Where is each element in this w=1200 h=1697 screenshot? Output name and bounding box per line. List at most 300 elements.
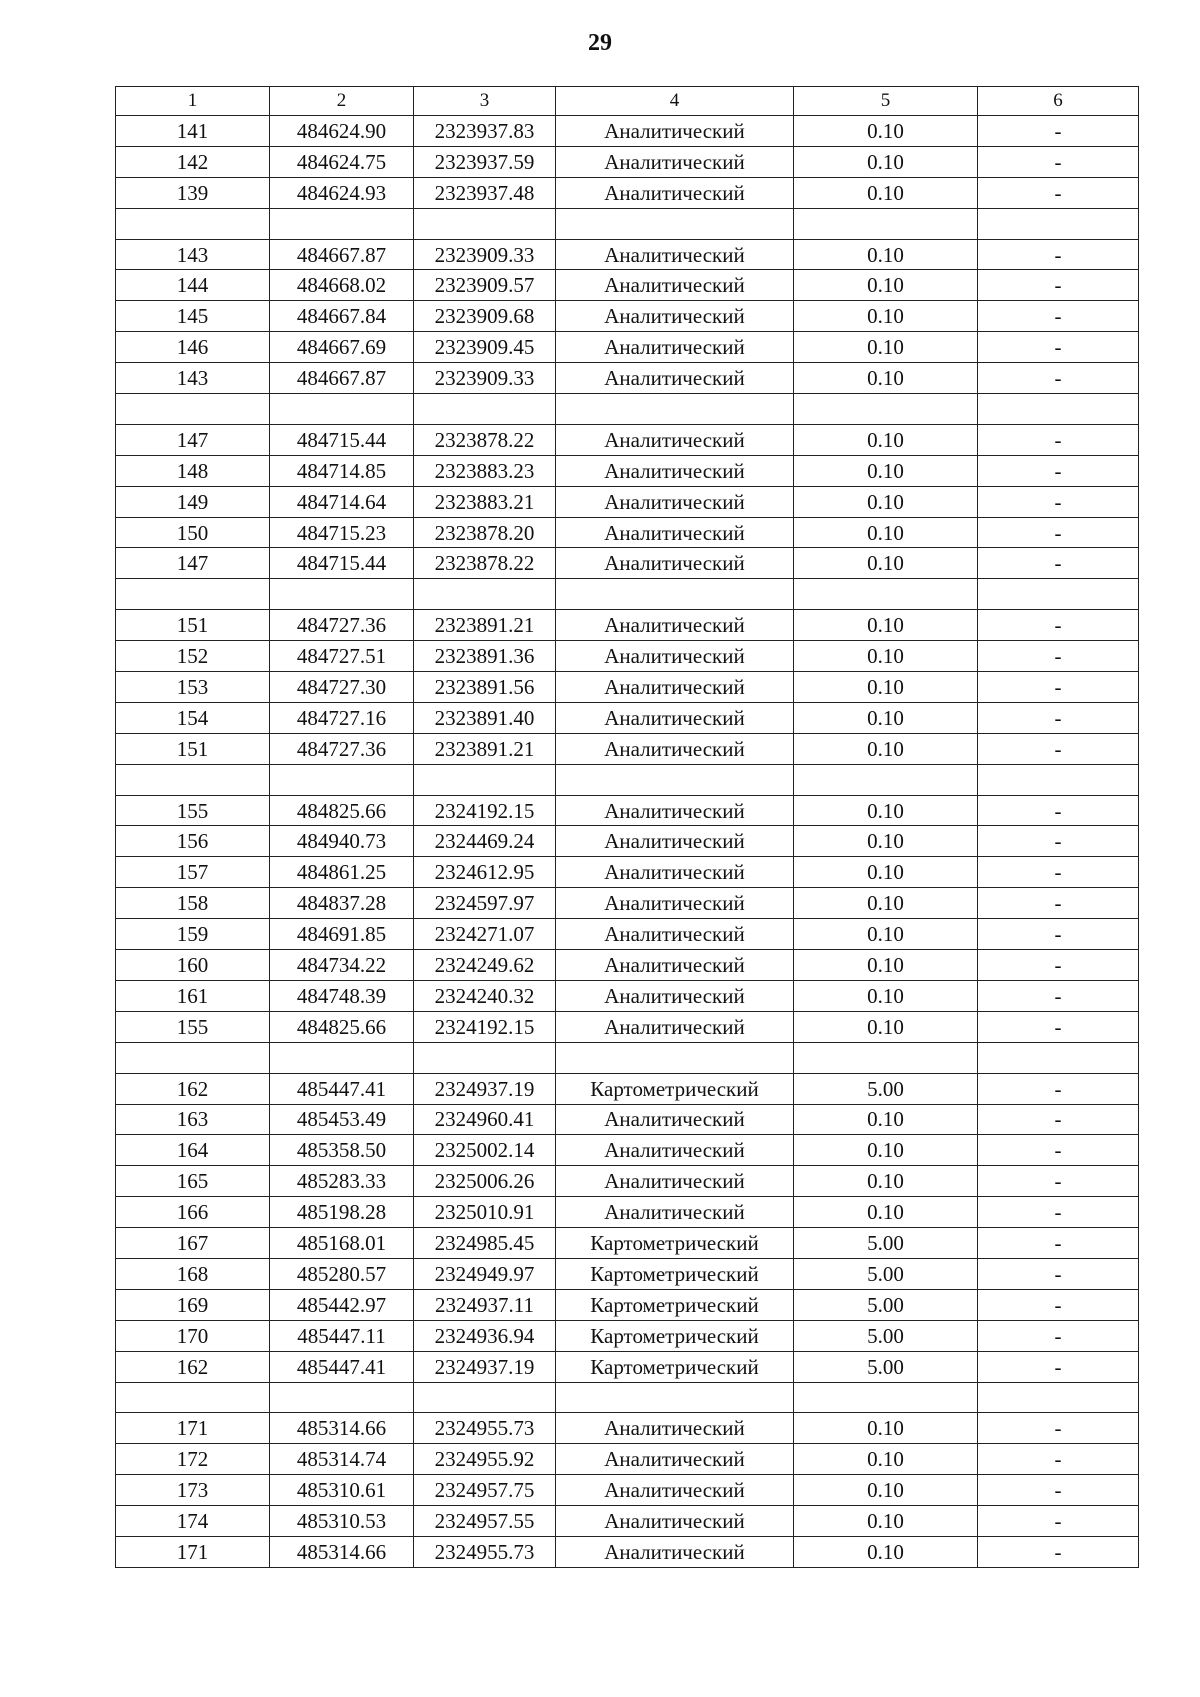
method-cell: Аналитический bbox=[556, 116, 794, 147]
y-coordinate-cell: 2324271.07 bbox=[414, 919, 556, 950]
point-number-cell: 149 bbox=[116, 486, 270, 517]
x-coordinate-cell bbox=[270, 764, 414, 795]
x-coordinate-cell: 484714.85 bbox=[270, 455, 414, 486]
x-coordinate-cell: 485280.57 bbox=[270, 1258, 414, 1289]
accuracy-cell: 0.10 bbox=[794, 919, 978, 950]
accuracy-cell: 0.10 bbox=[794, 1444, 978, 1475]
point-number-cell: 152 bbox=[116, 641, 270, 672]
method-cell: Аналитический bbox=[556, 270, 794, 301]
y-coordinate-cell bbox=[414, 1042, 556, 1073]
point-number-cell: 155 bbox=[116, 1011, 270, 1042]
method-cell: Аналитический bbox=[556, 826, 794, 857]
note-cell: - bbox=[978, 239, 1139, 270]
method-cell: Аналитический bbox=[556, 1444, 794, 1475]
note-cell: - bbox=[978, 1011, 1139, 1042]
accuracy-cell: 0.10 bbox=[794, 610, 978, 641]
method-cell: Аналитический bbox=[556, 146, 794, 177]
accuracy-cell: 0.10 bbox=[794, 424, 978, 455]
y-coordinate-cell: 2324612.95 bbox=[414, 857, 556, 888]
note-cell: - bbox=[978, 1197, 1139, 1228]
point-number-cell: 155 bbox=[116, 795, 270, 826]
point-number-cell: 139 bbox=[116, 177, 270, 208]
point-number-cell: 163 bbox=[116, 1104, 270, 1135]
method-cell: Аналитический bbox=[556, 733, 794, 764]
x-coordinate-cell: 484667.87 bbox=[270, 363, 414, 394]
table-row bbox=[116, 1258, 1139, 1289]
accuracy-cell: 0.10 bbox=[794, 486, 978, 517]
method-cell: Картометрический bbox=[556, 1073, 794, 1104]
accuracy-cell: 0.10 bbox=[794, 733, 978, 764]
method-cell: Аналитический bbox=[556, 239, 794, 270]
table-row bbox=[116, 1104, 1139, 1135]
accuracy-cell bbox=[794, 1042, 978, 1073]
method-cell bbox=[556, 208, 794, 239]
note-cell: - bbox=[978, 1135, 1139, 1166]
x-coordinate-cell: 485168.01 bbox=[270, 1228, 414, 1259]
x-coordinate-cell: 485310.53 bbox=[270, 1506, 414, 1537]
table-row bbox=[116, 733, 1139, 764]
y-coordinate-cell: 2323909.57 bbox=[414, 270, 556, 301]
table-row bbox=[116, 363, 1139, 394]
point-number-cell: 172 bbox=[116, 1444, 270, 1475]
method-cell: Аналитический bbox=[556, 919, 794, 950]
y-coordinate-cell: 2325010.91 bbox=[414, 1197, 556, 1228]
point-number-cell: 154 bbox=[116, 702, 270, 733]
x-coordinate-cell bbox=[270, 1042, 414, 1073]
x-coordinate-cell: 484624.90 bbox=[270, 116, 414, 147]
point-number-cell: 144 bbox=[116, 270, 270, 301]
x-coordinate-cell: 484825.66 bbox=[270, 795, 414, 826]
point-number-cell: 174 bbox=[116, 1506, 270, 1537]
note-cell: - bbox=[978, 486, 1139, 517]
point-number-cell: 142 bbox=[116, 146, 270, 177]
x-coordinate-cell: 484825.66 bbox=[270, 1011, 414, 1042]
y-coordinate-cell: 2324469.24 bbox=[414, 826, 556, 857]
method-cell: Картометрический bbox=[556, 1351, 794, 1382]
method-cell: Аналитический bbox=[556, 177, 794, 208]
accuracy-cell: 0.10 bbox=[794, 270, 978, 301]
y-coordinate-cell: 2324949.97 bbox=[414, 1258, 556, 1289]
point-number-cell: 164 bbox=[116, 1135, 270, 1166]
note-cell: - bbox=[978, 950, 1139, 981]
method-cell: Аналитический bbox=[556, 1506, 794, 1537]
note-cell: - bbox=[978, 517, 1139, 548]
note-cell bbox=[978, 1382, 1139, 1413]
method-cell: Аналитический bbox=[556, 332, 794, 363]
note-cell: - bbox=[978, 795, 1139, 826]
note-cell: - bbox=[978, 1228, 1139, 1259]
page-number: 29 bbox=[588, 30, 612, 56]
method-cell bbox=[556, 579, 794, 610]
note-cell: - bbox=[978, 1506, 1139, 1537]
note-cell: - bbox=[978, 826, 1139, 857]
note-cell: - bbox=[978, 980, 1139, 1011]
note-cell: - bbox=[978, 116, 1139, 147]
point-number-cell: 173 bbox=[116, 1475, 270, 1506]
method-cell: Аналитический bbox=[556, 1536, 794, 1567]
table-row bbox=[116, 950, 1139, 981]
accuracy-cell: 0.10 bbox=[794, 363, 978, 394]
point-number-cell: 156 bbox=[116, 826, 270, 857]
method-cell: Аналитический bbox=[556, 950, 794, 981]
table-row bbox=[116, 332, 1139, 363]
method-cell: Аналитический bbox=[556, 517, 794, 548]
y-coordinate-cell: 2325006.26 bbox=[414, 1166, 556, 1197]
method-cell: Аналитический bbox=[556, 641, 794, 672]
y-coordinate-cell: 2324249.62 bbox=[414, 950, 556, 981]
column-header-1: 1 bbox=[116, 87, 270, 116]
accuracy-cell: 0.10 bbox=[794, 702, 978, 733]
method-cell: Аналитический bbox=[556, 1197, 794, 1228]
note-cell: - bbox=[978, 424, 1139, 455]
x-coordinate-cell: 484667.87 bbox=[270, 239, 414, 270]
note-cell: - bbox=[978, 1320, 1139, 1351]
note-cell: - bbox=[978, 1104, 1139, 1135]
x-coordinate-cell: 484727.30 bbox=[270, 672, 414, 703]
point-number-cell: 148 bbox=[116, 455, 270, 486]
accuracy-cell: 0.10 bbox=[794, 980, 978, 1011]
table-row bbox=[116, 857, 1139, 888]
column-header-3: 3 bbox=[414, 87, 556, 116]
table-row bbox=[116, 1135, 1139, 1166]
method-cell: Аналитический bbox=[556, 1135, 794, 1166]
point-number-cell: 151 bbox=[116, 733, 270, 764]
x-coordinate-cell: 485314.74 bbox=[270, 1444, 414, 1475]
point-number-cell: 170 bbox=[116, 1320, 270, 1351]
accuracy-cell bbox=[794, 394, 978, 425]
note-cell: - bbox=[978, 332, 1139, 363]
point-number-cell: 143 bbox=[116, 239, 270, 270]
x-coordinate-cell: 484714.64 bbox=[270, 486, 414, 517]
method-cell: Аналитический bbox=[556, 672, 794, 703]
y-coordinate-cell: 2323937.48 bbox=[414, 177, 556, 208]
x-coordinate-cell: 485442.97 bbox=[270, 1289, 414, 1320]
note-cell: - bbox=[978, 1073, 1139, 1104]
x-coordinate-cell: 484667.84 bbox=[270, 301, 414, 332]
y-coordinate-cell: 2323909.45 bbox=[414, 332, 556, 363]
accuracy-cell: 0.10 bbox=[794, 332, 978, 363]
note-cell: - bbox=[978, 1289, 1139, 1320]
y-coordinate-cell: 2324192.15 bbox=[414, 795, 556, 826]
accuracy-cell: 0.10 bbox=[794, 1011, 978, 1042]
point-number-cell: 169 bbox=[116, 1289, 270, 1320]
point-number-cell: 157 bbox=[116, 857, 270, 888]
accuracy-cell: 0.10 bbox=[794, 888, 978, 919]
x-coordinate-cell: 484715.44 bbox=[270, 548, 414, 579]
table-row bbox=[116, 239, 1139, 270]
note-cell bbox=[978, 208, 1139, 239]
note-cell: - bbox=[978, 672, 1139, 703]
method-cell: Аналитический bbox=[556, 1413, 794, 1444]
accuracy-cell: 0.10 bbox=[794, 1135, 978, 1166]
note-cell bbox=[978, 394, 1139, 425]
table-separator-row bbox=[116, 208, 1139, 239]
y-coordinate-cell: 2323909.33 bbox=[414, 363, 556, 394]
table-separator-row bbox=[116, 1382, 1139, 1413]
point-number-cell: 171 bbox=[116, 1536, 270, 1567]
y-coordinate-cell: 2323891.40 bbox=[414, 702, 556, 733]
table-row bbox=[116, 1289, 1139, 1320]
y-coordinate-cell bbox=[414, 1382, 556, 1413]
y-coordinate-cell: 2324937.19 bbox=[414, 1351, 556, 1382]
accuracy-cell: 5.00 bbox=[794, 1073, 978, 1104]
method-cell: Аналитический bbox=[556, 702, 794, 733]
x-coordinate-cell: 485198.28 bbox=[270, 1197, 414, 1228]
y-coordinate-cell: 2324985.45 bbox=[414, 1228, 556, 1259]
point-number-cell bbox=[116, 579, 270, 610]
x-coordinate-cell: 484624.93 bbox=[270, 177, 414, 208]
y-coordinate-cell: 2323909.33 bbox=[414, 239, 556, 270]
accuracy-cell: 0.10 bbox=[794, 1166, 978, 1197]
x-coordinate-cell: 484727.36 bbox=[270, 610, 414, 641]
x-coordinate-cell: 484861.25 bbox=[270, 857, 414, 888]
y-coordinate-cell: 2324937.11 bbox=[414, 1289, 556, 1320]
table-row bbox=[116, 702, 1139, 733]
method-cell: Аналитический bbox=[556, 455, 794, 486]
x-coordinate-cell: 485283.33 bbox=[270, 1166, 414, 1197]
y-coordinate-cell: 2324955.73 bbox=[414, 1536, 556, 1567]
table-row bbox=[116, 1506, 1139, 1537]
table-row bbox=[116, 1166, 1139, 1197]
table-row bbox=[116, 486, 1139, 517]
accuracy-cell: 5.00 bbox=[794, 1351, 978, 1382]
method-cell bbox=[556, 1042, 794, 1073]
x-coordinate-cell bbox=[270, 579, 414, 610]
note-cell: - bbox=[978, 1166, 1139, 1197]
table-row bbox=[116, 1197, 1139, 1228]
table-row bbox=[116, 177, 1139, 208]
x-coordinate-cell: 485447.41 bbox=[270, 1073, 414, 1104]
accuracy-cell: 0.10 bbox=[794, 950, 978, 981]
y-coordinate-cell: 2324957.55 bbox=[414, 1506, 556, 1537]
point-number-cell bbox=[116, 208, 270, 239]
method-cell: Аналитический bbox=[556, 1475, 794, 1506]
table-row bbox=[116, 919, 1139, 950]
table-row bbox=[116, 610, 1139, 641]
method-cell: Аналитический bbox=[556, 363, 794, 394]
accuracy-cell: 0.10 bbox=[794, 455, 978, 486]
column-header-6: 6 bbox=[978, 87, 1139, 116]
table-row bbox=[116, 1011, 1139, 1042]
x-coordinate-cell: 484715.23 bbox=[270, 517, 414, 548]
table-separator-row bbox=[116, 764, 1139, 795]
note-cell: - bbox=[978, 177, 1139, 208]
x-coordinate-cell: 484715.44 bbox=[270, 424, 414, 455]
table-row bbox=[116, 1320, 1139, 1351]
table-row bbox=[116, 424, 1139, 455]
y-coordinate-cell: 2324955.92 bbox=[414, 1444, 556, 1475]
note-cell: - bbox=[978, 270, 1139, 301]
point-number-cell: 165 bbox=[116, 1166, 270, 1197]
x-coordinate-cell: 484837.28 bbox=[270, 888, 414, 919]
table-row bbox=[116, 1536, 1139, 1567]
x-coordinate-cell: 484940.73 bbox=[270, 826, 414, 857]
method-cell: Аналитический bbox=[556, 1166, 794, 1197]
y-coordinate-cell bbox=[414, 394, 556, 425]
x-coordinate-cell: 484734.22 bbox=[270, 950, 414, 981]
table-row bbox=[116, 888, 1139, 919]
note-cell: - bbox=[978, 548, 1139, 579]
note-cell: - bbox=[978, 455, 1139, 486]
note-cell: - bbox=[978, 1351, 1139, 1382]
accuracy-cell: 5.00 bbox=[794, 1228, 978, 1259]
accuracy-cell: 0.10 bbox=[794, 795, 978, 826]
accuracy-cell: 0.10 bbox=[794, 641, 978, 672]
point-number-cell: 166 bbox=[116, 1197, 270, 1228]
column-header-5: 5 bbox=[794, 87, 978, 116]
method-cell: Аналитический bbox=[556, 610, 794, 641]
x-coordinate-cell: 485447.41 bbox=[270, 1351, 414, 1382]
table-row bbox=[116, 980, 1139, 1011]
table-row bbox=[116, 517, 1139, 548]
note-cell: - bbox=[978, 301, 1139, 332]
point-number-cell: 147 bbox=[116, 424, 270, 455]
accuracy-cell bbox=[794, 579, 978, 610]
accuracy-cell: 0.10 bbox=[794, 1197, 978, 1228]
y-coordinate-cell: 2324937.19 bbox=[414, 1073, 556, 1104]
accuracy-cell: 0.10 bbox=[794, 1506, 978, 1537]
note-cell: - bbox=[978, 702, 1139, 733]
point-number-cell bbox=[116, 394, 270, 425]
method-cell: Аналитический bbox=[556, 1011, 794, 1042]
table-row bbox=[116, 116, 1139, 147]
y-coordinate-cell: 2323878.22 bbox=[414, 424, 556, 455]
method-cell bbox=[556, 1382, 794, 1413]
note-cell: - bbox=[978, 1475, 1139, 1506]
y-coordinate-cell: 2323878.22 bbox=[414, 548, 556, 579]
table-body bbox=[116, 116, 1139, 1568]
point-number-cell: 171 bbox=[116, 1413, 270, 1444]
accuracy-cell: 0.10 bbox=[794, 1413, 978, 1444]
y-coordinate-cell: 2324597.97 bbox=[414, 888, 556, 919]
x-coordinate-cell: 484667.69 bbox=[270, 332, 414, 363]
point-number-cell: 159 bbox=[116, 919, 270, 950]
accuracy-cell: 0.10 bbox=[794, 672, 978, 703]
point-number-cell: 161 bbox=[116, 980, 270, 1011]
table-row bbox=[116, 146, 1139, 177]
table-row bbox=[116, 1351, 1139, 1382]
table-row bbox=[116, 270, 1139, 301]
accuracy-cell: 0.10 bbox=[794, 146, 978, 177]
x-coordinate-cell: 485310.61 bbox=[270, 1475, 414, 1506]
method-cell: Картометрический bbox=[556, 1289, 794, 1320]
point-number-cell: 146 bbox=[116, 332, 270, 363]
y-coordinate-cell: 2324955.73 bbox=[414, 1413, 556, 1444]
y-coordinate-cell: 2324192.15 bbox=[414, 1011, 556, 1042]
x-coordinate-cell bbox=[270, 208, 414, 239]
x-coordinate-cell: 485314.66 bbox=[270, 1413, 414, 1444]
x-coordinate-cell: 485314.66 bbox=[270, 1536, 414, 1567]
table-row bbox=[116, 826, 1139, 857]
x-coordinate-cell bbox=[270, 1382, 414, 1413]
accuracy-cell bbox=[794, 1382, 978, 1413]
point-number-cell: 141 bbox=[116, 116, 270, 147]
accuracy-cell: 0.10 bbox=[794, 116, 978, 147]
accuracy-cell: 0.10 bbox=[794, 1536, 978, 1567]
table-separator-row bbox=[116, 579, 1139, 610]
accuracy-cell: 0.10 bbox=[794, 857, 978, 888]
table-row bbox=[116, 548, 1139, 579]
accuracy-cell: 0.10 bbox=[794, 1104, 978, 1135]
y-coordinate-cell: 2324240.32 bbox=[414, 980, 556, 1011]
method-cell bbox=[556, 764, 794, 795]
column-header-4: 4 bbox=[556, 87, 794, 116]
point-number-cell: 162 bbox=[116, 1351, 270, 1382]
y-coordinate-cell: 2323891.21 bbox=[414, 733, 556, 764]
note-cell: - bbox=[978, 146, 1139, 177]
x-coordinate-cell bbox=[270, 394, 414, 425]
y-coordinate-cell: 2323891.56 bbox=[414, 672, 556, 703]
note-cell: - bbox=[978, 363, 1139, 394]
point-number-cell: 167 bbox=[116, 1228, 270, 1259]
y-coordinate-cell: 2323937.83 bbox=[414, 116, 556, 147]
method-cell: Картометрический bbox=[556, 1258, 794, 1289]
accuracy-cell: 0.10 bbox=[794, 301, 978, 332]
note-cell: - bbox=[978, 1444, 1139, 1475]
note-cell: - bbox=[978, 857, 1139, 888]
x-coordinate-cell: 485447.11 bbox=[270, 1320, 414, 1351]
method-cell: Аналитический bbox=[556, 548, 794, 579]
accuracy-cell: 5.00 bbox=[794, 1320, 978, 1351]
note-cell: - bbox=[978, 1413, 1139, 1444]
method-cell: Аналитический bbox=[556, 301, 794, 332]
point-number-cell: 160 bbox=[116, 950, 270, 981]
table-row bbox=[116, 455, 1139, 486]
y-coordinate-cell: 2323891.36 bbox=[414, 641, 556, 672]
table-row bbox=[116, 1073, 1139, 1104]
table-row bbox=[116, 1444, 1139, 1475]
note-cell: - bbox=[978, 1258, 1139, 1289]
method-cell: Аналитический bbox=[556, 795, 794, 826]
point-number-cell: 153 bbox=[116, 672, 270, 703]
table-row bbox=[116, 1413, 1139, 1444]
accuracy-cell: 0.10 bbox=[794, 517, 978, 548]
point-number-cell: 145 bbox=[116, 301, 270, 332]
accuracy-cell bbox=[794, 764, 978, 795]
accuracy-cell: 0.10 bbox=[794, 177, 978, 208]
x-coordinate-cell: 484727.36 bbox=[270, 733, 414, 764]
note-cell: - bbox=[978, 1536, 1139, 1567]
x-coordinate-cell: 485358.50 bbox=[270, 1135, 414, 1166]
point-number-cell: 147 bbox=[116, 548, 270, 579]
method-cell: Аналитический bbox=[556, 857, 794, 888]
method-cell bbox=[556, 394, 794, 425]
accuracy-cell: 5.00 bbox=[794, 1289, 978, 1320]
method-cell: Аналитический bbox=[556, 1104, 794, 1135]
point-number-cell: 168 bbox=[116, 1258, 270, 1289]
table-row bbox=[116, 795, 1139, 826]
y-coordinate-cell bbox=[414, 764, 556, 795]
point-number-cell: 162 bbox=[116, 1073, 270, 1104]
note-cell: - bbox=[978, 610, 1139, 641]
y-coordinate-cell bbox=[414, 579, 556, 610]
accuracy-cell: 5.00 bbox=[794, 1258, 978, 1289]
note-cell: - bbox=[978, 919, 1139, 950]
table-row bbox=[116, 641, 1139, 672]
point-number-cell: 151 bbox=[116, 610, 270, 641]
method-cell: Аналитический bbox=[556, 888, 794, 919]
accuracy-cell: 0.10 bbox=[794, 1475, 978, 1506]
coordinates-table bbox=[115, 86, 1139, 1568]
note-cell bbox=[978, 764, 1139, 795]
table-row bbox=[116, 672, 1139, 703]
note-cell: - bbox=[978, 888, 1139, 919]
point-number-cell: 143 bbox=[116, 363, 270, 394]
note-cell bbox=[978, 1042, 1139, 1073]
y-coordinate-cell bbox=[414, 208, 556, 239]
method-cell: Картометрический bbox=[556, 1320, 794, 1351]
point-number-cell bbox=[116, 764, 270, 795]
